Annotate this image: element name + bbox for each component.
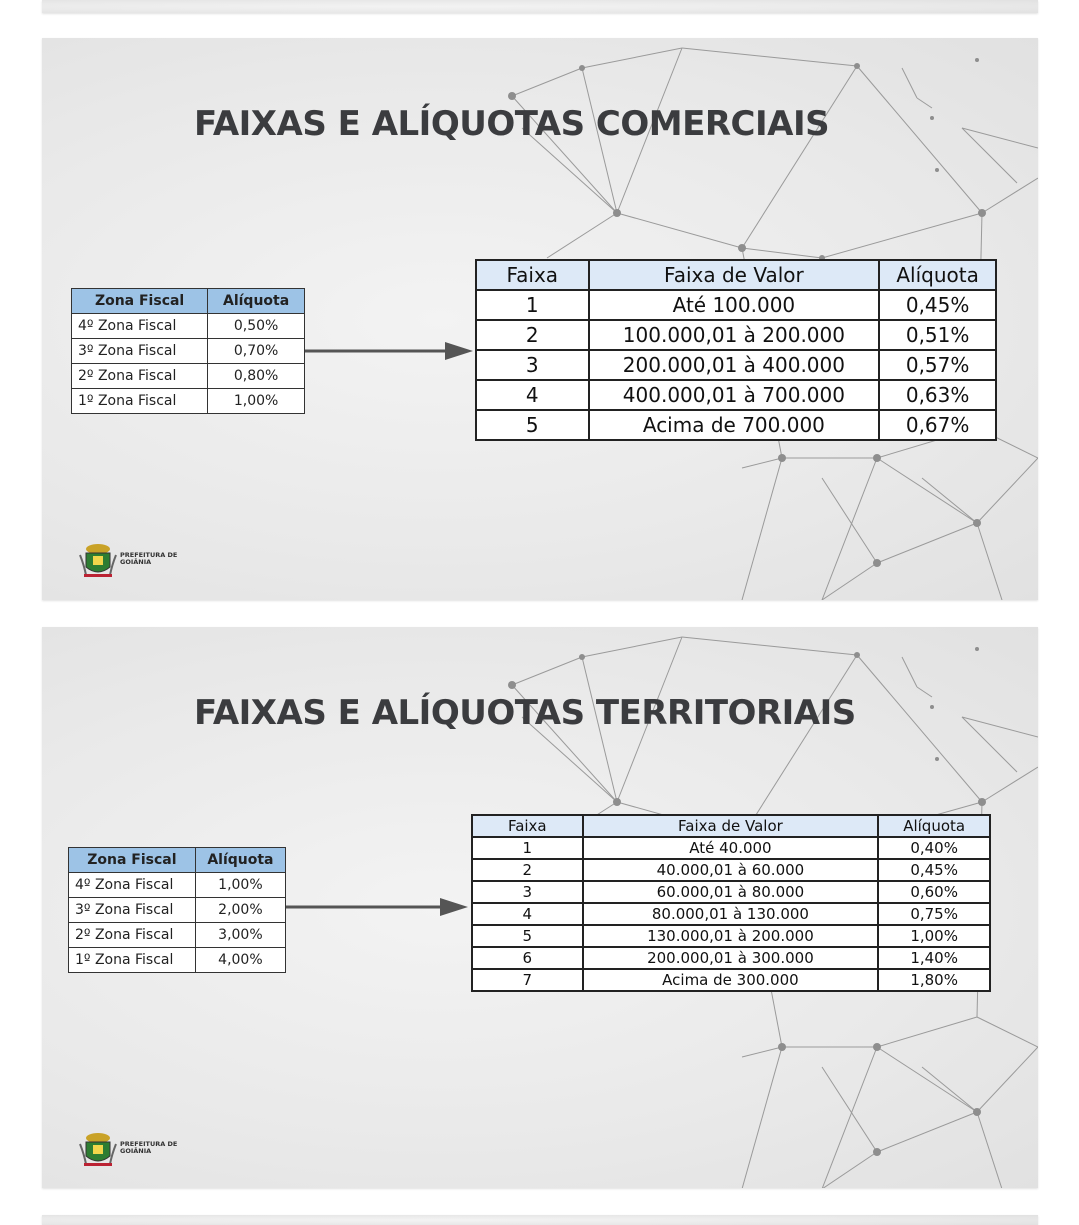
band-number-cell: 2 bbox=[476, 320, 589, 350]
slide-comerciais bbox=[42, 38, 1038, 600]
band-number-cell: 1 bbox=[476, 290, 589, 320]
band-number-cell: 2 bbox=[472, 859, 583, 881]
zone-fiscal-table bbox=[68, 847, 286, 973]
next-slide-fragment bbox=[42, 1215, 1038, 1225]
rate-cell: 1,00% bbox=[195, 873, 285, 898]
zone-cell: 3º Zona Fiscal bbox=[69, 898, 196, 923]
prefeitura-logo bbox=[78, 1130, 178, 1170]
band-range-cell: 100.000,01 à 200.000 bbox=[589, 320, 880, 350]
logo-text: PREFEITURA DE GOIÂNIA bbox=[120, 1140, 178, 1155]
band-rate-cell: 0,51% bbox=[879, 320, 996, 350]
table-row bbox=[476, 350, 996, 380]
band-range-cell: 80.000,01 à 130.000 bbox=[583, 903, 879, 925]
table-header-row bbox=[69, 848, 286, 873]
band-rate-cell: 1,00% bbox=[878, 925, 990, 947]
band-rate-cell: 0,45% bbox=[879, 290, 996, 320]
column-header: Faixa bbox=[472, 815, 583, 837]
column-header: Faixa de Valor bbox=[589, 260, 880, 290]
prefeitura-logo bbox=[78, 541, 178, 581]
column-header: Alíquota bbox=[878, 815, 990, 837]
column-header: Alíquota bbox=[879, 260, 996, 290]
band-range-cell: 200.000,01 à 400.000 bbox=[589, 350, 880, 380]
table-row bbox=[72, 314, 305, 339]
band-rate-cell: 0,45% bbox=[878, 859, 990, 881]
logo-text: PREFEITURA DE GOIÂNIA bbox=[120, 551, 178, 566]
column-header: Zona Fiscal bbox=[72, 289, 208, 314]
band-range-cell: Até 100.000 bbox=[589, 290, 880, 320]
band-range-cell: 200.000,01 à 300.000 bbox=[583, 947, 879, 969]
table-row bbox=[472, 925, 990, 947]
table-row bbox=[72, 339, 305, 364]
column-header: Zona Fiscal bbox=[69, 848, 196, 873]
band-range-cell: Até 40.000 bbox=[583, 837, 879, 859]
zone-cell: 1º Zona Fiscal bbox=[69, 948, 196, 973]
band-number-cell: 4 bbox=[472, 903, 583, 925]
band-rate-cell: 1,40% bbox=[878, 947, 990, 969]
rate-cell: 0,70% bbox=[208, 339, 305, 364]
table-row bbox=[472, 837, 990, 859]
table-row bbox=[476, 290, 996, 320]
band-number-cell: 5 bbox=[476, 410, 589, 440]
band-rate-cell: 0,40% bbox=[878, 837, 990, 859]
prefeitura-goiania-crest-icon bbox=[78, 1130, 118, 1168]
band-number-cell: 7 bbox=[472, 969, 583, 991]
rate-cell: 0,80% bbox=[208, 364, 305, 389]
faixa-valor-table bbox=[475, 259, 997, 441]
band-rate-cell: 0,63% bbox=[879, 380, 996, 410]
slide-territoriais bbox=[42, 627, 1038, 1188]
column-header: Faixa de Valor bbox=[583, 815, 879, 837]
table-row bbox=[472, 859, 990, 881]
zone-fiscal-table bbox=[71, 288, 305, 414]
zone-cell: 2º Zona Fiscal bbox=[69, 923, 196, 948]
band-range-cell: 130.000,01 à 200.000 bbox=[583, 925, 879, 947]
rate-cell: 1,00% bbox=[208, 389, 305, 414]
prefeitura-goiania-crest-icon bbox=[78, 541, 118, 579]
slide-title: FAIXAS E ALÍQUOTAS TERRITORIAIS bbox=[194, 693, 856, 733]
table-row bbox=[476, 380, 996, 410]
table-row bbox=[69, 948, 286, 973]
band-number-cell: 3 bbox=[472, 881, 583, 903]
zone-cell: 3º Zona Fiscal bbox=[72, 339, 208, 364]
zone-cell: 1º Zona Fiscal bbox=[72, 389, 208, 414]
band-rate-cell: 1,80% bbox=[878, 969, 990, 991]
table-row bbox=[476, 320, 996, 350]
band-range-cell: Acima de 700.000 bbox=[589, 410, 880, 440]
band-number-cell: 4 bbox=[476, 380, 589, 410]
band-rate-cell: 0,75% bbox=[878, 903, 990, 925]
rate-cell: 0,50% bbox=[208, 314, 305, 339]
band-number-cell: 1 bbox=[472, 837, 583, 859]
table-row bbox=[472, 969, 990, 991]
zone-cell: 4º Zona Fiscal bbox=[69, 873, 196, 898]
band-number-cell: 6 bbox=[472, 947, 583, 969]
band-range-cell: Acima de 300.000 bbox=[583, 969, 879, 991]
slide-title: FAIXAS E ALÍQUOTAS COMERCIAIS bbox=[194, 104, 830, 144]
table-row bbox=[69, 898, 286, 923]
right-arrow-icon bbox=[305, 341, 473, 361]
rate-cell: 4,00% bbox=[195, 948, 285, 973]
band-rate-cell: 0,67% bbox=[879, 410, 996, 440]
band-range-cell: 400.000,01 à 700.000 bbox=[589, 380, 880, 410]
band-number-cell: 5 bbox=[472, 925, 583, 947]
column-header: Alíquota bbox=[195, 848, 285, 873]
right-arrow-icon bbox=[286, 897, 468, 917]
band-number-cell: 3 bbox=[476, 350, 589, 380]
band-rate-cell: 0,57% bbox=[879, 350, 996, 380]
rate-cell: 3,00% bbox=[195, 923, 285, 948]
rate-cell: 2,00% bbox=[195, 898, 285, 923]
band-range-cell: 40.000,01 à 60.000 bbox=[583, 859, 879, 881]
table-row bbox=[72, 389, 305, 414]
table-row bbox=[69, 923, 286, 948]
previous-slide-fragment bbox=[42, 0, 1038, 13]
table-row bbox=[69, 873, 286, 898]
column-header: Alíquota bbox=[208, 289, 305, 314]
band-rate-cell: 0,60% bbox=[878, 881, 990, 903]
table-row bbox=[476, 410, 996, 440]
band-range-cell: 60.000,01 à 80.000 bbox=[583, 881, 879, 903]
table-header-row bbox=[476, 260, 996, 290]
table-row bbox=[472, 947, 990, 969]
table-row bbox=[472, 903, 990, 925]
faixa-valor-table bbox=[471, 814, 991, 992]
zone-cell: 4º Zona Fiscal bbox=[72, 314, 208, 339]
table-row bbox=[72, 364, 305, 389]
table-row bbox=[472, 881, 990, 903]
zone-cell: 2º Zona Fiscal bbox=[72, 364, 208, 389]
table-header-row bbox=[472, 815, 990, 837]
column-header: Faixa bbox=[476, 260, 589, 290]
table-header-row bbox=[72, 289, 305, 314]
